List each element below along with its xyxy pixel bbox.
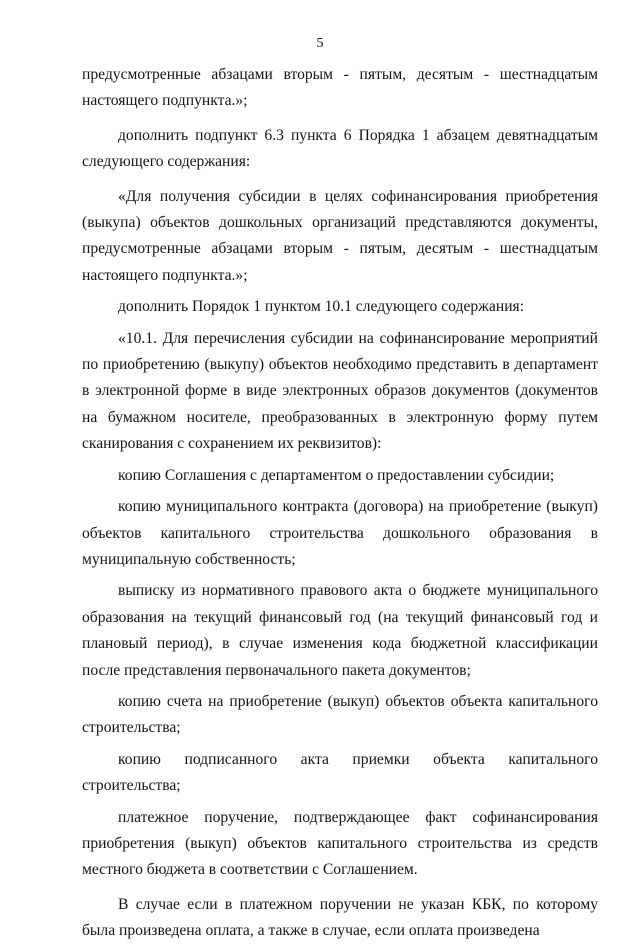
paragraph: В случае если в платежном поручении не указан КБК, по которому была произведена оплата, а также в случае, если оплата произведена — [82, 895, 598, 940]
paragraph: копию муниципального контракта (договора) на приобретение (выкуп) объектов капитального строительства дошкольного образования в муниципальную собственность; — [82, 498, 598, 568]
paragraph: копию подписанного акта приемки объекта капитального строительства; — [82, 750, 598, 795]
paragraph: копию счета на приобретение (выкуп) объектов объекта капитального строительства; — [82, 692, 598, 737]
paragraph: платежное поручение, подтверждающее факт софинансирования приобретения (выкуп) объектов капитального строительства из средств местного бюджета в соответствии с Соглашением. — [82, 808, 598, 879]
paragraph: «Для получения субсидии в целях софинансирования приобретения (выкупа) объектов дошкольных организаций представляются документы, предусмотренные абзацами вторым - пятым, десятым - шестнадцатым настоящего подпункта.»; — [82, 187, 598, 284]
page-number: 5 — [316, 36, 324, 51]
paragraph: копию Соглашения с департаментом о предоставлении субсидии; — [118, 466, 555, 484]
paragraph: выписку из нормативного правового акта о бюджете муниципального образования на текущий финансовый год (на текущий финансовый год и плановый период), в случае изменения кода бюджетной классификации после представления первоначального пакета документов; — [82, 582, 598, 679]
paragraph: дополнить подпункт 6.3 пункта 6 Порядка 1 абзацем девятнадцатым следующего содержания: — [82, 126, 598, 171]
body-text — [82, 62, 598, 945]
paragraph: предусмотренные абзацами вторым - пятым, десятым - шестнадцатым настоящего подпункта.»; — [82, 66, 598, 110]
paragraph: дополнить Порядок 1 пунктом 10.1 следующего содержания: — [118, 298, 525, 316]
paragraph: «10.1. Для перечисления субсидии на софинансирование мероприятий по приобретению (выкупу) объектов необходимо представить в департамент в электронной форме в виде электронных образов документов (документов на бумажном носителе, преобразованных в электронную форму путем сканирования с сохранением их реквизитов): — [82, 329, 598, 453]
